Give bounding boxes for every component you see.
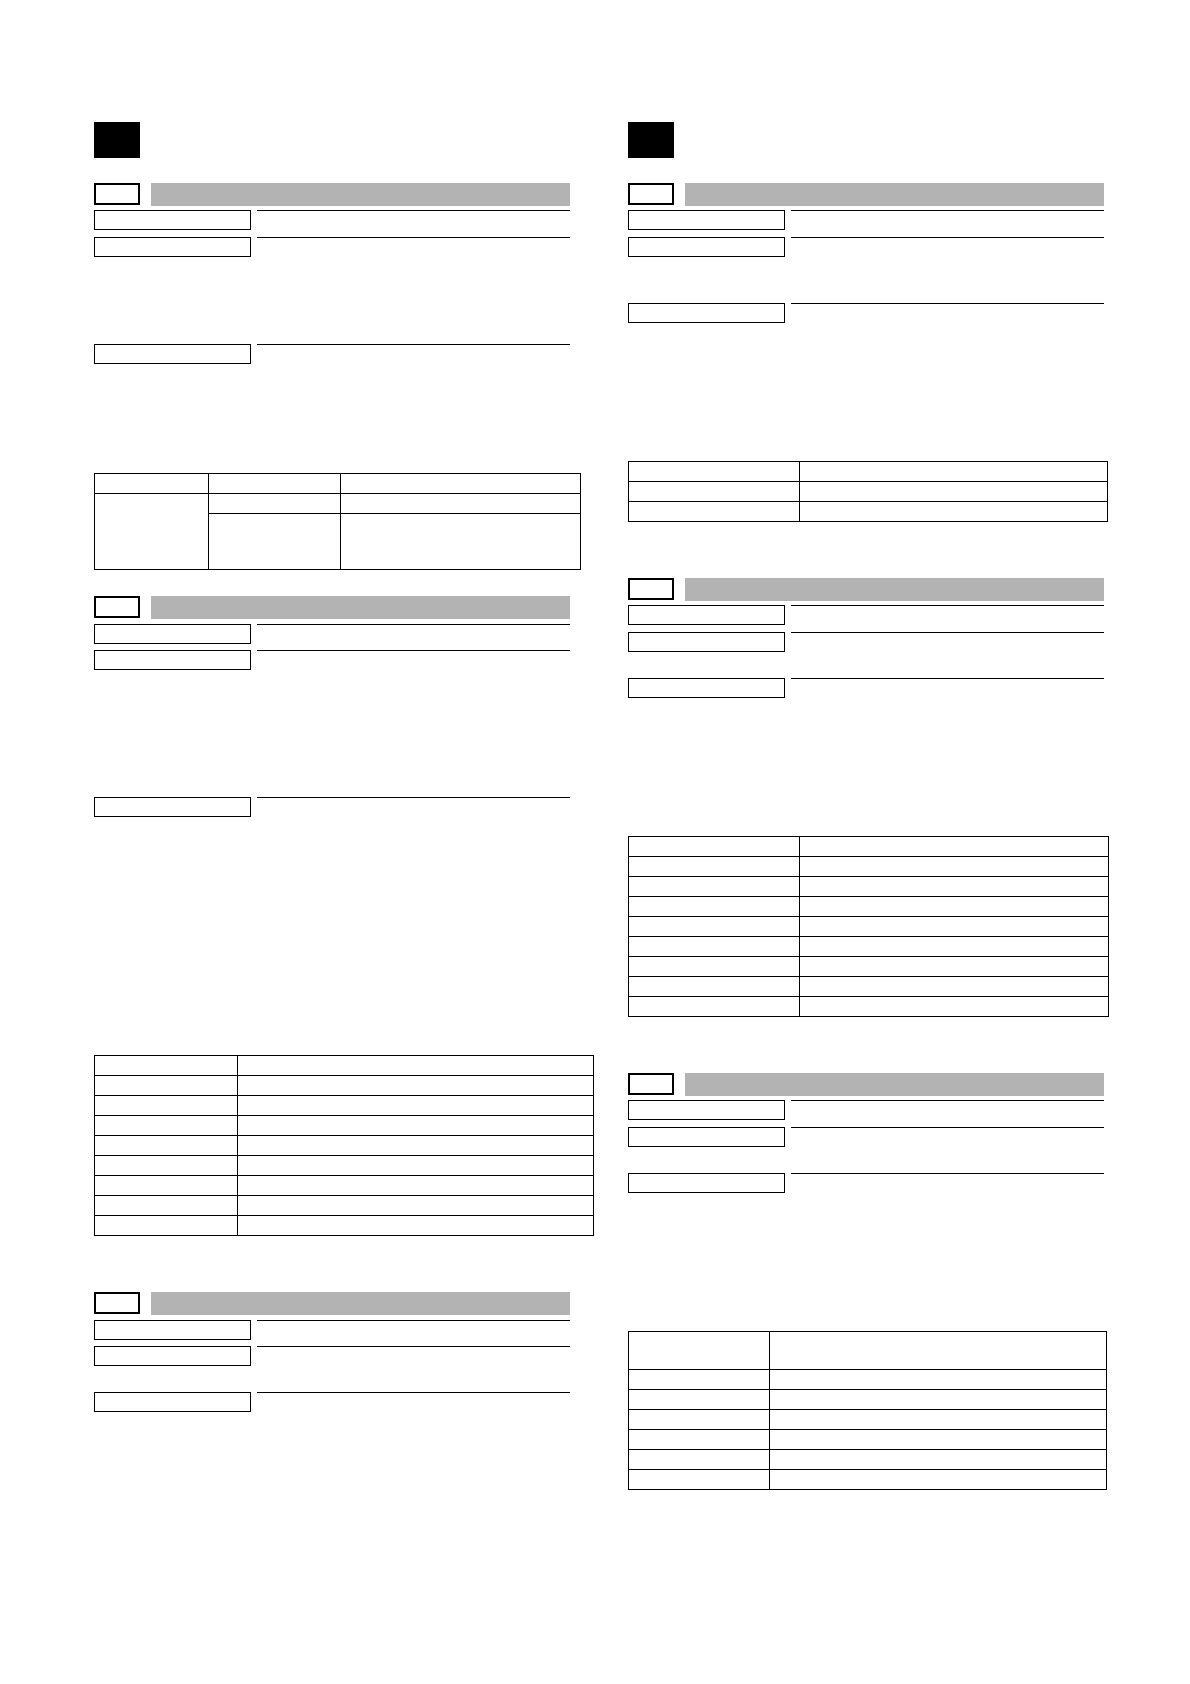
table-cell	[629, 877, 800, 897]
field-label	[94, 237, 251, 257]
field-label	[628, 237, 785, 257]
table-cell	[770, 1332, 1107, 1370]
table-cell	[800, 937, 1109, 957]
table-cell	[770, 1470, 1107, 1490]
table-cell	[95, 1096, 238, 1116]
field-label	[94, 210, 251, 230]
table-cell	[770, 1450, 1107, 1470]
field-rule	[791, 1173, 1104, 1174]
table-cell	[238, 1196, 594, 1216]
table-cell	[629, 937, 800, 957]
field-label	[628, 1127, 785, 1147]
section-title-bar	[685, 183, 1104, 206]
table-cell	[800, 837, 1109, 857]
table-cell	[800, 502, 1108, 522]
field-rule	[257, 797, 570, 798]
field-label	[628, 303, 785, 323]
field-label	[628, 1173, 785, 1193]
table-cell	[238, 1076, 594, 1096]
field-rule	[791, 210, 1104, 211]
table-cell	[770, 1430, 1107, 1450]
table-cell	[95, 1076, 238, 1096]
table-cell	[209, 494, 341, 514]
section-code-box	[94, 596, 140, 618]
table-cell	[800, 977, 1109, 997]
data-table	[94, 473, 581, 570]
section-code-box	[628, 1073, 674, 1095]
section-title-bar	[151, 183, 570, 206]
table-cell	[629, 1470, 770, 1490]
left-chapter-marker	[94, 122, 140, 158]
field-rule	[791, 678, 1104, 679]
table-cell	[209, 514, 341, 570]
table-cell	[95, 1056, 238, 1076]
table-cell	[800, 957, 1109, 977]
table-cell	[341, 474, 581, 494]
table-cell	[629, 1332, 770, 1370]
table-cell	[800, 482, 1108, 502]
field-label	[94, 1392, 251, 1412]
section-code-box	[94, 1292, 140, 1314]
table-cell	[629, 462, 800, 482]
data-table	[628, 461, 1108, 522]
table-cell	[95, 1216, 238, 1236]
table-cell	[800, 877, 1109, 897]
section-code-box	[628, 183, 674, 205]
field-label	[94, 1320, 251, 1340]
table-cell	[209, 474, 341, 494]
field-rule	[791, 303, 1104, 304]
field-rule	[791, 1127, 1104, 1128]
table-cell	[238, 1156, 594, 1176]
field-label	[94, 624, 251, 644]
table-cell	[238, 1136, 594, 1156]
field-rule	[257, 344, 570, 345]
section-title-bar	[685, 578, 1104, 601]
table-cell	[629, 1370, 770, 1390]
table-cell	[629, 1430, 770, 1450]
table-cell	[95, 1176, 238, 1196]
table-cell	[238, 1056, 594, 1076]
section-title-bar	[685, 1073, 1104, 1096]
field-rule	[257, 650, 570, 651]
table-cell	[800, 857, 1109, 877]
table-cell	[629, 1410, 770, 1430]
field-rule	[257, 237, 570, 238]
table-cell	[629, 897, 800, 917]
table-cell	[238, 1116, 594, 1136]
data-table	[94, 1055, 594, 1236]
table-cell	[629, 977, 800, 997]
table-cell	[629, 997, 800, 1017]
table-cell	[238, 1176, 594, 1196]
table-cell	[800, 897, 1109, 917]
table-cell	[770, 1370, 1107, 1390]
field-rule	[791, 632, 1104, 633]
field-label	[94, 650, 251, 670]
section-code-box	[94, 183, 140, 205]
table-cell	[95, 1116, 238, 1136]
table-cell	[770, 1390, 1107, 1410]
field-rule	[257, 1392, 570, 1393]
table-cell	[629, 1450, 770, 1470]
table-cell	[800, 462, 1108, 482]
field-rule	[791, 237, 1104, 238]
table-cell	[341, 514, 581, 570]
table-cell	[800, 917, 1109, 937]
data-table	[628, 1331, 1107, 1490]
table-cell	[238, 1096, 594, 1116]
section-code-box	[628, 578, 674, 600]
table-cell	[95, 494, 209, 570]
table-cell	[95, 1136, 238, 1156]
field-label	[628, 605, 785, 625]
field-label	[628, 678, 785, 698]
field-label	[628, 210, 785, 230]
table-cell	[800, 997, 1109, 1017]
table-cell	[95, 474, 209, 494]
field-rule	[257, 624, 570, 625]
field-rule	[791, 605, 1104, 606]
table-cell	[770, 1410, 1107, 1430]
table-cell	[629, 957, 800, 977]
field-label	[94, 344, 251, 364]
field-label	[94, 1346, 251, 1366]
table-cell	[629, 1390, 770, 1410]
table-cell	[629, 917, 800, 937]
right-chapter-marker	[628, 122, 674, 158]
table-cell	[629, 482, 800, 502]
field-label	[628, 1100, 785, 1120]
field-label	[628, 632, 785, 652]
table-cell	[629, 502, 800, 522]
field-rule	[257, 1320, 570, 1321]
field-label	[94, 797, 251, 817]
table-cell	[341, 494, 581, 514]
table-cell	[95, 1196, 238, 1216]
table-cell	[238, 1216, 594, 1236]
section-title-bar	[151, 596, 570, 619]
field-rule	[791, 1100, 1104, 1101]
field-rule	[257, 1346, 570, 1347]
data-table	[628, 836, 1109, 1017]
table-cell	[95, 1156, 238, 1176]
field-rule	[257, 210, 570, 211]
section-title-bar	[151, 1292, 570, 1315]
table-cell	[629, 837, 800, 857]
table-cell	[629, 857, 800, 877]
